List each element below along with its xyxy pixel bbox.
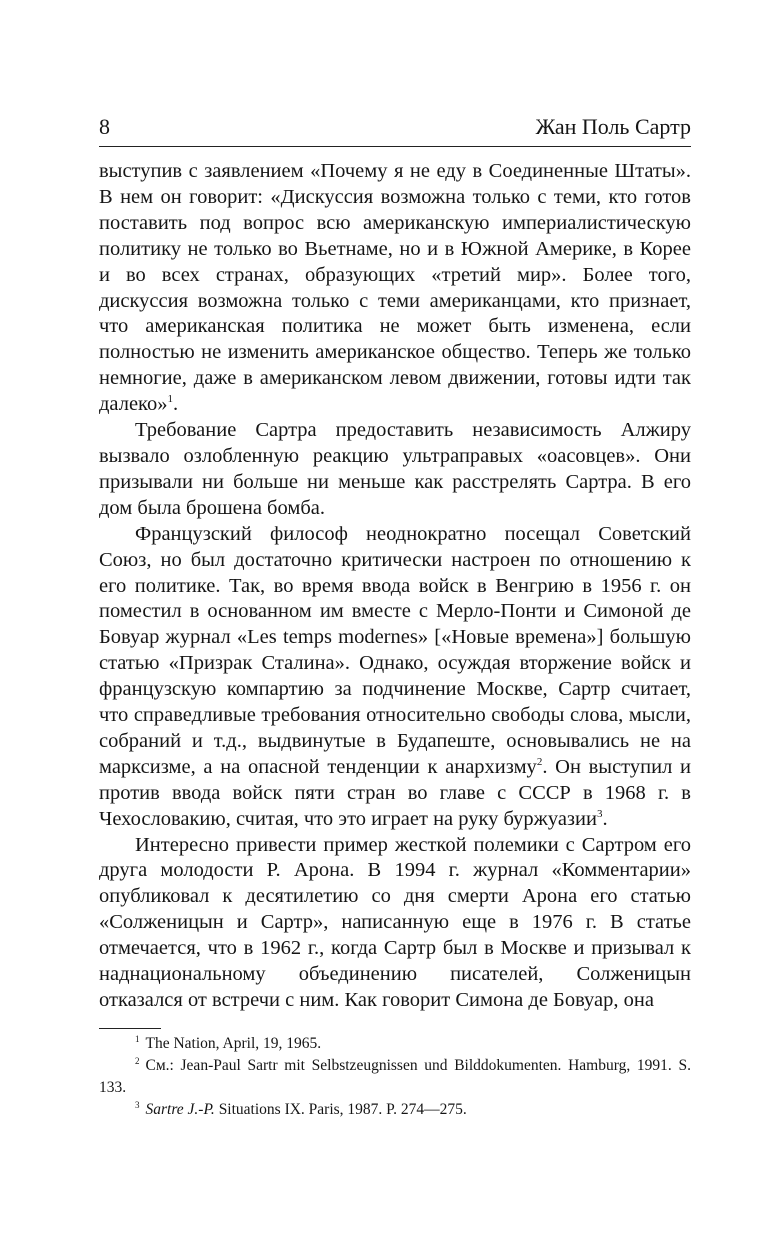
footnote-mark: 2 xyxy=(135,1055,140,1066)
main-text xyxy=(99,159,691,1014)
footnote: $^2$ См.: Jean-Paul Sartr mit Selbstzeugnissen und Bilddokumenten. Hamburg, 1991. S. 133. xyxy=(99,1055,691,1096)
footnote-divider xyxy=(99,1028,161,1029)
paragraph: Интересно привести пример жесткой полемики с Сартром его друга молодости Р. Арона. В 1994 г. журнал «Комментарии» опубликовал к десятилетию со дня смерти Арона его статью «Солженицын и Сартр», написанную еще в 1976 г. В статье отмечается, что в 1962 г., когда Сартр был в Москве и призывал к наднациональному объединению писателей, Солженицын отказался от встречи с ним. Как говорит Симона де Бовуар, она xyxy=(99,833,691,1011)
running-title: Жан Поль Сартр xyxy=(535,114,691,139)
footnotes xyxy=(99,1033,691,1121)
footnote-mark: 3 xyxy=(135,1099,140,1110)
footnote-ref: 3 xyxy=(596,807,603,820)
footnote-mark: 1 xyxy=(135,1033,140,1044)
paragraph: выступив с заявлением «Почему я не еду в Соединенные Штаты». В нем он говорит: «Дискуссия возможна только с теми, кто готов поставить под вопрос всю американскую империалистическую политику не только во Вьетнаме, но и в Южной Америке, в Корее и во всех странах, образующих «третий мир». Более того, дискуссия возможна только с теми американцами, кто признает, что американская политика не может быть изменена, если полностью не изменить американское общество. Теперь же только немногие, даже в американском левом движении, готовы идти так далеко»$^1$. xyxy=(99,160,691,416)
book-page xyxy=(99,112,691,1121)
running-header xyxy=(99,112,691,147)
footnote-author: Sartre J.-P. xyxy=(145,1100,215,1118)
footnote-ref: 1 xyxy=(167,393,173,406)
paragraph: Французский философ неоднократно посещал Советский Союз, но был достаточно критически настроен по отношению к его политике. Так, во время ввода войск в Венгрию в 1956 г. он поместил в основанном им вместе с Мерло-Понти и Симоной де Бовуар журнал «Les temps modernes» [«Новые времена»] большую статью «Призрак Сталина». Однако, осуждая вторжение войск и французскую компартию за подчинение Москве, Сартр считает, что справедливые требования относительно свободы слова, мысли, собраний и т.д., выдвинутые в Будапеште, основывались не на марксизме, а на опасной тенденции к анархизму$^2$. Он выступил и против ввода войск пяти стран во главе с СССР в 1968 г. в Чехословакию, считая, что это играет на руку буржуазии$^3$. xyxy=(99,522,691,830)
footnote-ref: 2 xyxy=(536,756,543,769)
footnote: $^3$ Sartre J.-P. Situations IX. Paris, 1987. P. 274—275. xyxy=(135,1099,467,1118)
paragraph: Требование Сартра предоставить независимость Алжиру вызвало озлобленную реакцию ультраправых «оасовцев». Они призывали ни больше ни меньше как расстрелять Сартра. В его дом была брошена бомба. xyxy=(99,419,691,519)
footnote: $^1$ The Nation, April, 19, 1965. xyxy=(135,1033,322,1052)
page-number: 8 xyxy=(99,114,110,139)
